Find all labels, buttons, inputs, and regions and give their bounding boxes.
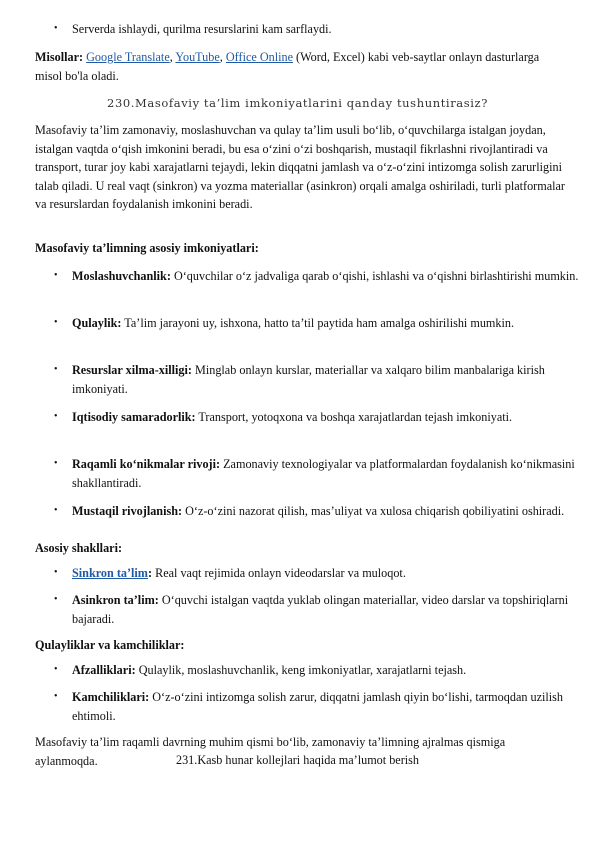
cons-item (54, 688, 592, 725)
intro-paragraph: Masofaviy ta’lim zamonaviy, moslashuvchan va qulay ta’lim usuli bo‘lib, o‘quvchilarga istalgan joydan, istalgan vaqtda o‘qish imkonini beradi, bu esa o‘zini o‘zi boshqarish, mustaqil fikrlashni rivojlantiradi va transport, turar joy kabi xarajatlarni tejaydi, lekin diqqatni jamlash va o‘z-o‘zini intizomga solish zarurligini talab qiladi. U real vaqt (sinkron) va yozma materiallar (asinkron) orqali amalga oshiriladi, turli platformalar va resurslardan foydalanish imkonini beradi. (35, 123, 565, 212)
item-label: Iqtisodiy samaradorlik: (72, 410, 196, 424)
forms-heading-text: Asosiy shakllari: (35, 541, 123, 555)
item-label: Mustaqil rivojlanish: (72, 504, 183, 518)
next-section-title: 231.Kasb hunar kollejlari haqida ma’lumot berish (175, 753, 419, 767)
item-label: Moslashuvchanlik: (72, 269, 171, 283)
form-item (54, 591, 592, 628)
sinkron-link[interactable]: Sinkron ta’lim (72, 566, 148, 580)
opportunity-item (54, 314, 592, 333)
forms-heading (35, 539, 565, 558)
section-title: 230.Masofaviy ta’lim imkoniyatlarini qanday tushuntirasiz? (107, 96, 488, 110)
opportunity-item (54, 361, 592, 398)
youtube-link[interactable]: YouTube (175, 50, 220, 64)
opportunity-item (54, 455, 592, 492)
server-bullet (54, 20, 592, 39)
item-label: Raqamli ko‘nikmalar rivoji: (72, 457, 221, 471)
item-text: O‘quvchilar o‘z jadvaliga qarab o‘qishi, ishlashi va o‘qishni birlashtirishi mumkin. (170, 269, 579, 283)
item-label: Afzalliklari: (72, 663, 136, 677)
office-online-link[interactable]: Office Online (225, 50, 293, 64)
item-label: Kamchiliklari: (72, 690, 150, 704)
pros-item (54, 661, 592, 680)
form-item (54, 564, 592, 583)
item-label: Asinkron ta’lim: (72, 593, 159, 607)
pros-cons-heading-text: Qulayliklar va kamchiliklar: (35, 638, 185, 652)
colon: : (147, 566, 153, 580)
item-text: Minglab onlayn kurslar, materiallar va xalqaro bilim manbalariga kirish imkoniyati. (72, 363, 545, 396)
item-text: Ta’lim jarayoni uy, ishxona, hatto ta’til paytida ham amalga oshirilishi mumkin. (121, 316, 515, 330)
examples-tail: (Word, Excel) kabi veb-saytlar onlayn dasturlarga misol bo'la oladi. (35, 50, 540, 83)
opportunity-item (54, 267, 592, 286)
item-text: O‘z-o‘zini intizomga solish zarur, diqqatni jamlash qiyin bo‘lishi, tarmoqdan uzilish ehtimoli. (72, 690, 563, 723)
opportunities-heading-text: Masofaviy ta’limning asosiy imkoniyatlari: (35, 241, 259, 255)
conclusion-paragraph: Masofaviy ta’lim raqamli davrning muhim qismi bo‘lib, zamonaviy ta’limning ajralmas qismiga aylanmoqda. (35, 735, 506, 768)
item-text: O‘quvchi istalgan vaqtda yuklab olingan materiallar, video darslar va topshiriqlarni bajaradi. (72, 593, 569, 626)
item-text: Transport, yotoqxona va boshqa xarajatlardan tejash imkoniyati. (195, 410, 513, 424)
examples-separator: , (169, 50, 176, 64)
google-translate-link[interactable]: Google Translate (86, 50, 170, 64)
item-text: O‘z-o‘zini nazorat qilish, mas’uliyat va xulosa chiqarish qobiliyatini oshiradi. (182, 504, 565, 518)
examples-separator: , (219, 50, 226, 64)
examples-label: Misollar: (35, 50, 84, 64)
server-bullet-text: Serverda ishlaydi, qurilma resurslarini kam sarflaydi. (72, 22, 332, 36)
opportunity-item (54, 408, 592, 427)
opportunity-item (54, 502, 592, 521)
examples-paragraph (35, 48, 565, 85)
opportunities-heading (35, 239, 565, 258)
item-text: Qulaylik, moslashuvchanlik, keng imkoniyatlar, xarajatlarni tejash. (135, 663, 467, 677)
item-text: Real vaqt rejimida onlayn videodarslar va muloqot. (152, 566, 406, 580)
item-label: Qulaylik: (72, 316, 122, 330)
item-label: Resurslar xilma-xilligi: (72, 363, 192, 377)
pros-cons-heading (35, 636, 565, 655)
item-text: Zamonaviy texnologiyalar va platformalardan foydalanish ko‘nikmasini shakllantiradi. (72, 457, 575, 490)
